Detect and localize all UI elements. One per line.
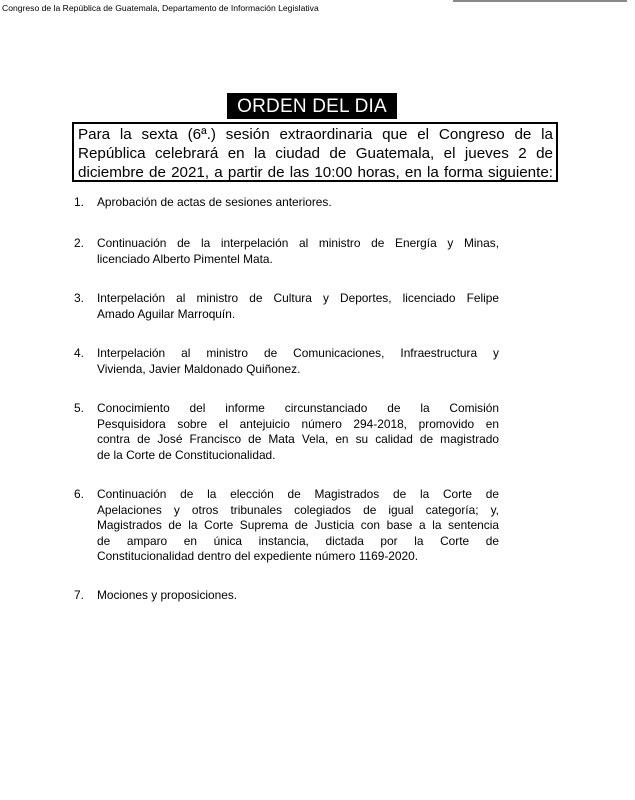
top-rule-divider xyxy=(453,0,627,2)
intro-line: Para la sexta (6ª.) sesión extraordinaria que el Congreso de la xyxy=(78,126,553,143)
agenda-number: 3. xyxy=(74,291,84,305)
agenda-number: 4. xyxy=(74,346,84,360)
agenda-number: 2. xyxy=(74,236,84,250)
agenda-line: Apelaciones y otros tribunales colegiados de igual categoría; y, xyxy=(97,502,499,517)
agenda-line: licenciado Alberto Pimentel Mata. xyxy=(97,251,273,266)
agenda-line: Aprobación de actas de sesiones anteriores. xyxy=(97,195,332,209)
agenda-number: 1. xyxy=(74,195,84,209)
agenda-line: Conocimiento del informe circunstanciado de la Comisión xyxy=(97,401,499,415)
agenda-line: Amado Aguilar Marroquín. xyxy=(97,306,236,321)
agenda-text xyxy=(97,346,499,377)
agenda-number: 7. xyxy=(74,588,84,602)
agenda-line: Interpelación al ministro de Cultura y Deportes, licenciado Felipe xyxy=(97,291,499,305)
agenda-line: Continuación de la elección de Magistrados de la Corte de xyxy=(97,487,499,501)
agenda-text xyxy=(97,588,499,604)
agenda-text xyxy=(97,291,499,322)
agenda-text xyxy=(97,487,499,565)
document-title: ORDEN DEL DIA xyxy=(237,95,387,117)
agenda-line: Constitucionalidad dentro del expediente número 1169-2020. xyxy=(97,549,419,563)
agenda-line: Pesquisidora sobre el antejuicio número 294-2018, promovido en xyxy=(97,416,499,431)
agenda-line: Interpelación al ministro de Comunicaciones, Infraestructura y xyxy=(97,346,499,360)
agenda-number: 6. xyxy=(74,487,84,501)
agenda-text xyxy=(97,236,499,267)
agenda-line: Mociones y proposiciones. xyxy=(97,588,238,602)
intro-line: diciembre de 2021, a partir de las 10:00 horas, en la forma siguiente: xyxy=(78,164,553,181)
intro-line: República celebrará en la ciudad de Guatemala, el jueves 2 de xyxy=(78,145,553,162)
agenda-line: de la Corte de Constitucionalidad. xyxy=(97,447,276,462)
source-header: Congreso de la República de Guatemala, Departamento de Información Legislativa xyxy=(2,3,319,13)
intro-box xyxy=(72,122,558,182)
agenda-line: Magistrados de la Corte Suprema de Justicia con base a la sentencia xyxy=(97,518,499,532)
agenda-line: de amparo en única instancia, dictada por la Corte de xyxy=(97,533,499,548)
agenda-line: Vivienda, Javier Maldonado Quiñonez. xyxy=(97,361,301,376)
title-banner xyxy=(227,93,397,119)
agenda-number: 5. xyxy=(74,401,84,415)
agenda-text xyxy=(97,401,499,463)
agenda-line: Continuación de la interpelación al ministro de Energía y Minas, xyxy=(97,236,499,250)
agenda-line: contra de José Francisco de Mata Vela, en su calidad de magistrado xyxy=(97,432,499,446)
agenda-text xyxy=(97,195,499,211)
